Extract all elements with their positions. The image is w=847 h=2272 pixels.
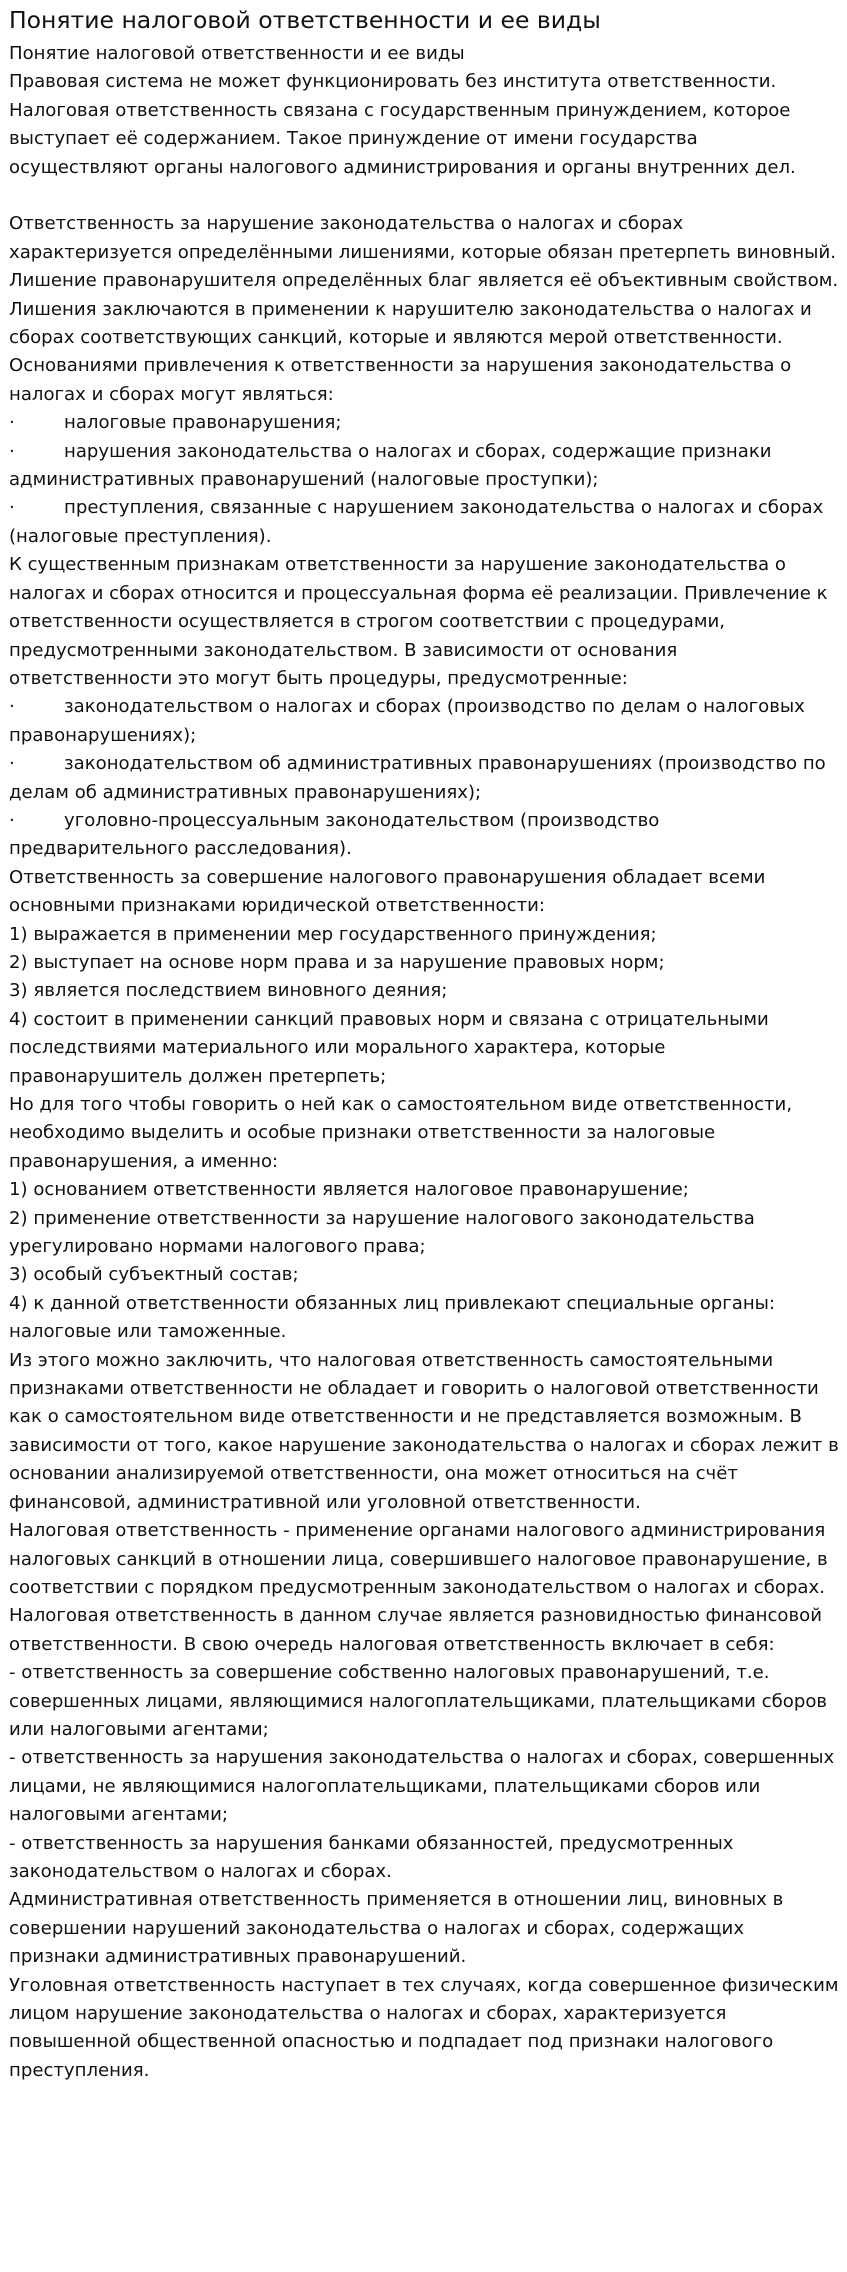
paragraph: Ответственность за совершение налогового правонарушения обладает всеми основными признаками юридической ответственности: bbox=[9, 866, 766, 917]
list-item: 1) основанием ответственности является налоговое правонарушение; bbox=[9, 1179, 689, 1201]
bullet-text: законодательством об административных правонарушениях (производство по делам об административных правонарушениях); bbox=[9, 753, 826, 803]
bullet-marker: · bbox=[9, 696, 15, 718]
bullet-marker: · bbox=[9, 809, 15, 831]
list-item: - ответственность за совершение собственно налоговых правонарушений, т.е. совершенных лицами, являющимися налогоплательщиками, плательщиками сборов или налоговыми агентами; bbox=[9, 1662, 828, 1740]
list-item: 4) состоит в применении санкций правовых норм и связана с отрицательными последствиями материального или морального характера, которые правонарушитель должен претерпеть; bbox=[9, 1008, 769, 1087]
list-item: 2) применение ответственности за нарушение налогового законодательства урегулировано нормами налогового права; bbox=[9, 1207, 755, 1258]
bullet-marker: · bbox=[9, 497, 15, 519]
list-item: 3) является последствием виновного деяния; bbox=[9, 980, 448, 1002]
bullet-item bbox=[9, 750, 839, 807]
list-item: 3) особый субъектный состав; bbox=[9, 1264, 299, 1286]
bullet-item bbox=[9, 494, 839, 551]
paragraph: Административная ответственность применяется в отношении лиц, виновных в совершении нарушений законодательства о налогах и сборах, содержащих признаки административных правонарушений. bbox=[9, 1889, 784, 1968]
paragraph: Уголовная ответственность наступает в тех случаях, когда совершенное физическим лицом нарушение законодательства о налогах и сборах, характеризуется повышенной общественной опасностью и подпадает под признаки налогового преступления. bbox=[9, 1974, 839, 2081]
paragraph: Основаниями привлечения к ответственности за нарушения законодательства о налогах и сборах могут являться: bbox=[9, 355, 792, 405]
list-item: 1) выражается в применении мер государственного принуждения; bbox=[9, 923, 657, 945]
list-item: 4) к данной ответственности обязанных лиц привлекают специальные органы: налоговые или таможенные. bbox=[9, 1292, 776, 1343]
bullet-item bbox=[9, 693, 839, 750]
paragraph: Ответственность за нарушение законодательства о налогах и сборах характеризуется определёнными лишениями, которые обязан претерпеть виновный. Лишение правонарушителя определённых благ является её объективным свойством. Лишения заключаются в применении к нарушителю законодательства о налогах и сборах соответствующих санкций, которые и являются мерой ответственности. bbox=[9, 213, 839, 349]
bullet-text: уголовно-процессуальным законодательством (производство предварительного расследования). bbox=[9, 809, 660, 860]
paragraph: Но для того чтобы говорить о ней как о самостоятельном виде ответственности, необходимо выделить и особые признаки ответственности за налоговые правонарушения, а именно: bbox=[9, 1094, 793, 1172]
bullet-text: преступления, связанные с нарушением законодательства о налогах и сборах (налоговые преступления). bbox=[9, 497, 824, 547]
bullet-text: законодательством о налогах и сборах (производство по делам о налоговых правонарушениях); bbox=[9, 696, 805, 746]
bullet-marker: · bbox=[9, 440, 15, 462]
bullet-item bbox=[9, 409, 839, 437]
list-item: 2) выступает на основе норм права и за нарушение правовых норм; bbox=[9, 951, 665, 973]
bullet-text: нарушения законодательства о налогах и сборах, содержащие признаки административных правонарушений (налоговые проступки); bbox=[9, 440, 772, 491]
document-body bbox=[9, 40, 839, 2085]
paragraph-subtitle: Понятие налоговой ответственности и ее виды bbox=[9, 43, 465, 64]
list-item: - ответственность за нарушения банками обязанностей, предусмотренных законодательством о налогах и сборах. bbox=[9, 1832, 734, 1882]
bullet-item bbox=[9, 438, 839, 495]
paragraph: Из этого можно заключить, что налоговая ответственность самостоятельными признаками ответственности не обладает и говорить о налоговой ответственности как о самостоятельном виде ответственности и не представляется возможным. В зависимости от того, какое нарушение законодательства о налогах и сборах лежит в основании анализируемой ответственности, она может относиться на счёт финансовой, административной или уголовной ответственности. bbox=[9, 1349, 839, 1513]
bullet-marker: · bbox=[9, 412, 15, 434]
bullet-marker: · bbox=[9, 753, 15, 775]
bullet-item bbox=[9, 807, 839, 864]
bullet-text: налоговые правонарушения; bbox=[64, 412, 342, 434]
paragraph: Налоговая ответственность - применение органами налогового администрирования налоговых санкций в отношении лица, совершившего налоговое правонарушение, в соответствии с порядком предусмотренным законодательством о налогах и сборах. Налоговая ответственность в данном случае является разновидностью финансовой ответственности. В свою очередь налоговая ответственность включает в себя: bbox=[9, 1520, 828, 1655]
page-title: Понятие налоговой ответственности и ее виды bbox=[9, 6, 601, 34]
blank-line bbox=[9, 182, 839, 210]
list-item: - ответственность за нарушения законодательства о налогах и сборах, совершенных лицами, не являющимися налогоплательщиками, плательщиками сборов или налоговыми агентами; bbox=[9, 1747, 835, 1826]
document-page bbox=[0, 5, 847, 2085]
paragraph: Правовая система не может функционировать без института ответственности. Налоговая ответственность связана с государственным принуждением, которое выступает её содержанием. Такое принуждение от имени государства осуществляют органы налогового администрирования и органы внутренних дел. bbox=[9, 71, 796, 178]
paragraph: К существенным признакам ответственности за нарушение законодательства о налогах и сборах относится и процессуальная форма её реализации. Привлечение к ответственности осуществляется в строгом соответствии с процедурами, предусмотренными законодательством. В зависимости от основания ответственности это могут быть процедуры, предусмотренные: bbox=[9, 554, 828, 689]
